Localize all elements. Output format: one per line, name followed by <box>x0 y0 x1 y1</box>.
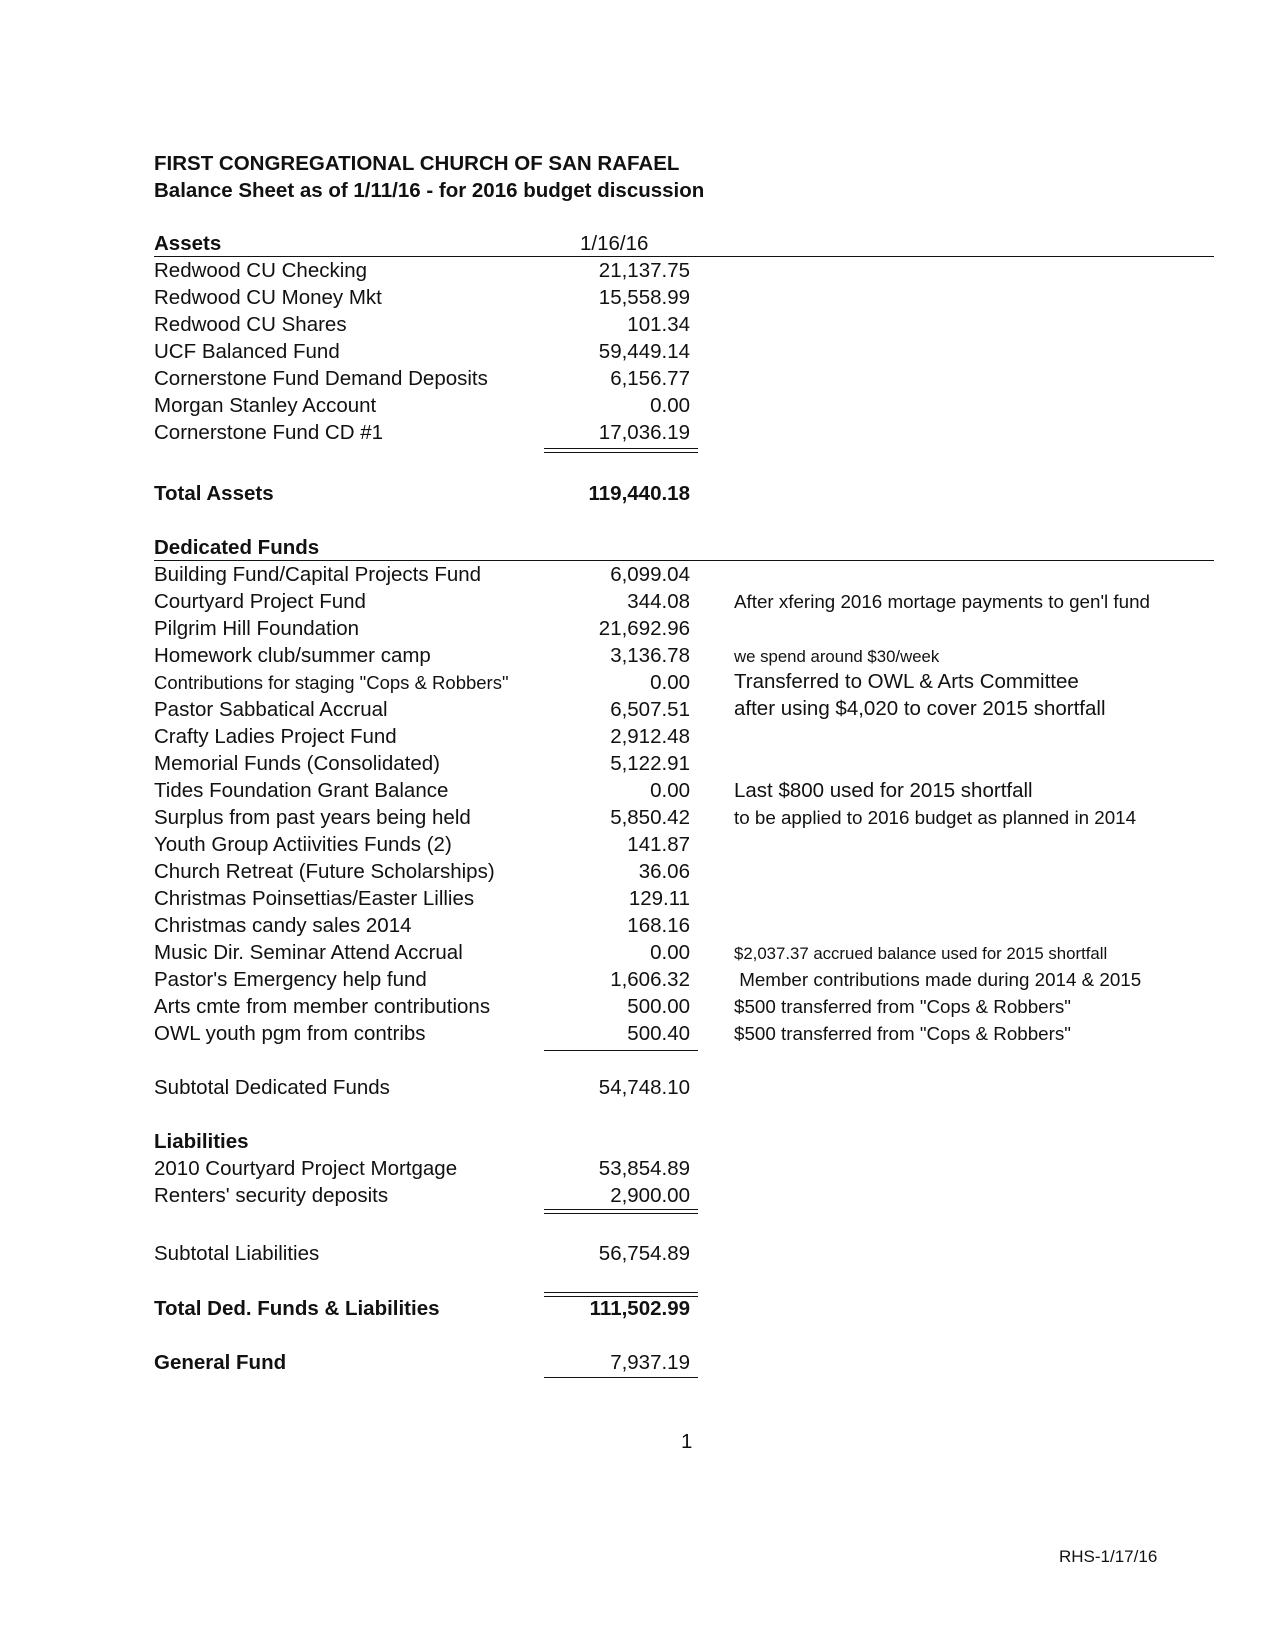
fund-note: Transferred to OWL & Arts Committee <box>734 670 1079 693</box>
liability-value: 53,854.89 <box>598 1157 690 1180</box>
fund-label: Crafty Ladies Project Fund <box>154 725 397 748</box>
fund-value: 3,136.78 <box>610 644 690 667</box>
document-subtitle: Balance Sheet as of 1/11/16 - for 2016 budget discussion <box>154 179 705 202</box>
subtotal-dedicated-value: 54,748.10 <box>598 1076 690 1099</box>
fund-label: Courtyard Project Fund <box>154 590 366 613</box>
fund-label: Pastor's Emergency help fund <box>154 968 427 991</box>
assets-double-underline <box>544 448 698 453</box>
fund-value: 500.40 <box>627 1022 690 1045</box>
fund-value: 168.16 <box>627 914 690 937</box>
fund-note: $500 transferred from "Cops & Robbers" <box>734 1023 1071 1044</box>
fund-value: 6,507.51 <box>610 698 690 721</box>
fund-label: Building Fund/Capital Projects Fund <box>154 563 482 586</box>
fund-label: Surplus from past years being held <box>154 806 471 829</box>
liabilities-double-underline <box>544 1209 698 1214</box>
subtotal-liabilities-value: 56,754.89 <box>598 1242 690 1265</box>
asset-value: 101.34 <box>627 313 690 336</box>
total-assets-value: 119,440.18 <box>588 482 690 505</box>
fund-label: Tides Foundation Grant Balance <box>154 779 449 802</box>
fund-value: 1,606.32 <box>610 968 690 991</box>
subtotal-dedicated-label: Subtotal Dedicated Funds <box>154 1076 390 1099</box>
asset-value: 15,558.99 <box>598 286 690 309</box>
liability-label: 2010 Courtyard Project Mortgage <box>154 1157 458 1180</box>
asset-value: 17,036.19 <box>598 421 690 444</box>
fund-label: Music Dir. Seminar Attend Accrual <box>154 941 463 964</box>
liabilities-heading: Liabilities <box>154 1130 249 1153</box>
fund-label: Memorial Funds (Consolidated) <box>154 752 440 775</box>
asset-label: Cornerstone Fund Demand Deposits <box>154 367 488 390</box>
footer-initials-date: RHS-1/17/16 <box>1059 1547 1158 1566</box>
page-number: 1 <box>681 1430 693 1453</box>
fund-note: $500 transferred from "Cops & Robbers" <box>734 996 1071 1017</box>
fund-value: 21,692.96 <box>598 617 690 640</box>
general-fund-underline <box>544 1377 698 1378</box>
fund-note: we spend around $30/week <box>734 647 940 666</box>
fund-note: after using $4,020 to cover 2015 shortfall <box>734 697 1106 720</box>
assets-header-rule <box>154 256 1214 257</box>
asset-label: Redwood CU Shares <box>154 313 347 336</box>
total-ded-liabilities-value: 111,502.99 <box>589 1297 690 1320</box>
fund-label: Christmas Poinsettias/Easter Lillies <box>154 887 475 910</box>
fund-value: 0.00 <box>650 941 690 964</box>
asset-label: Cornerstone Fund CD #1 <box>154 421 384 444</box>
fund-label: Pastor Sabbatical Accrual <box>154 698 388 721</box>
fund-value: 5,122.91 <box>610 752 690 775</box>
asset-label: Redwood CU Money Mkt <box>154 286 382 309</box>
fund-label: Arts cmte from member contributions <box>154 995 491 1018</box>
fund-label: Homework club/summer camp <box>154 644 431 667</box>
total-assets-label: Total Assets <box>154 482 274 505</box>
fund-label: Christmas candy sales 2014 <box>154 914 412 937</box>
fund-value: 344.08 <box>627 590 690 613</box>
fund-label: OWL youth pgm from contribs <box>154 1022 426 1045</box>
dedicated-underline <box>544 1050 698 1051</box>
fund-note: $2,037.37 accrued balance used for 2015 shortfall <box>734 944 1108 963</box>
fund-label: Church Retreat (Future Scholarships) <box>154 860 495 883</box>
asset-label: Redwood CU Checking <box>154 259 368 282</box>
total-ded-liabilities-label: Total Ded. Funds & Liabilities <box>154 1297 440 1320</box>
fund-note: to be applied to 2016 budget as planned in 2014 <box>734 807 1137 828</box>
fund-value: 129.11 <box>628 887 690 910</box>
dedicated-header-rule <box>154 560 1214 561</box>
fund-note: After xfering 2016 mortage payments to gen'l fund <box>734 591 1150 612</box>
fund-value: 2,912.48 <box>610 725 690 748</box>
asset-label: UCF Balanced Fund <box>154 340 340 363</box>
general-fund-label: General Fund <box>154 1351 287 1374</box>
fund-value: 0.00 <box>650 671 690 694</box>
organization-title: FIRST CONGREGATIONAL CHURCH OF SAN RAFAEL <box>154 152 680 175</box>
fund-value: 5,850.42 <box>610 806 690 829</box>
fund-note: Last $800 used for 2015 shortfall <box>734 779 1033 802</box>
fund-label: Pilgrim Hill Foundation <box>154 617 360 640</box>
fund-value: 6,099.04 <box>610 563 690 586</box>
fund-note: Member contributions made during 2014 & 2015 <box>734 969 1142 990</box>
asset-value: 59,449.14 <box>598 340 690 363</box>
asset-value: 6,156.77 <box>610 367 690 390</box>
asset-value: 21,137.75 <box>598 259 690 282</box>
general-fund-value: 7,937.19 <box>610 1351 690 1374</box>
dedicated-funds-heading: Dedicated Funds <box>154 536 320 559</box>
fund-value: 500.00 <box>627 995 690 1018</box>
fund-value: 141.87 <box>627 833 690 856</box>
fund-label: Youth Group Actiivities Funds (2) <box>154 833 452 856</box>
fund-value: 0.00 <box>650 779 690 802</box>
liability-value: 2,900.00 <box>610 1184 690 1207</box>
subtotal-liabilities-label: Subtotal Liabilities <box>154 1242 320 1265</box>
fund-label: Contributions for staging "Cops & Robbers" <box>154 672 509 693</box>
assets-heading: Assets <box>154 232 222 255</box>
fund-value: 36.06 <box>638 860 690 883</box>
asset-label: Morgan Stanley Account <box>154 394 377 417</box>
asset-value: 0.00 <box>650 394 690 417</box>
liability-label: Renters' security deposits <box>154 1184 389 1207</box>
date-column-header: 1/16/16 <box>580 232 649 255</box>
